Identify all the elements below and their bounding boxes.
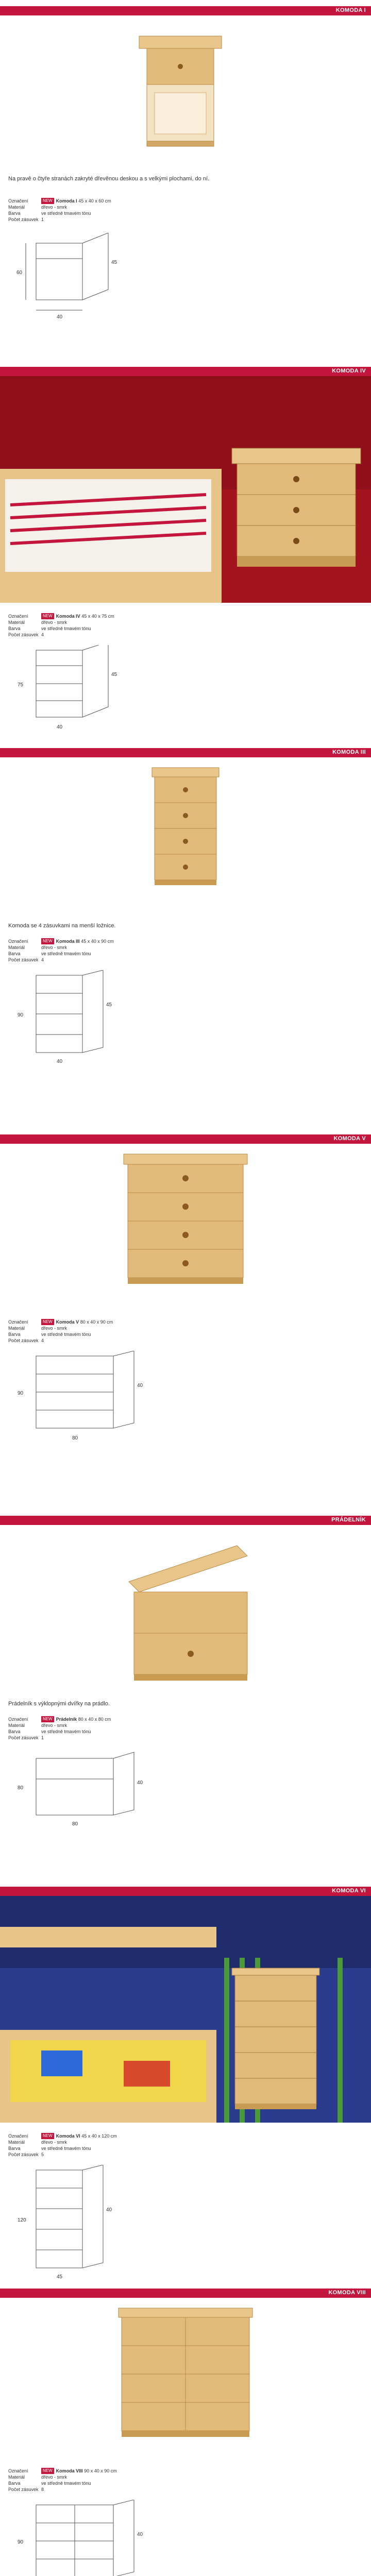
section-komoda-iv	[0, 367, 371, 748]
product-photo	[0, 2298, 371, 2452]
svg-text:40: 40	[137, 2532, 143, 2537]
product-photo	[0, 1896, 371, 2123]
section-komoda-viii	[0, 2289, 371, 2576]
section-header-bar	[0, 367, 371, 376]
svg-text:40: 40	[57, 724, 63, 730]
svg-text:80: 80	[72, 1821, 78, 1827]
technical-drawing	[15, 645, 149, 738]
new-badge: NEW	[41, 198, 54, 204]
product-specs: Označení NEW Komoda V 80 x 40 x 90 cm Materiál dřevo - smrk Barva ve středně tmavém tónu Počet zásuvek 4	[8, 1319, 113, 1343]
product-specs: Označení NEW Komoda VIII 90 x 40 x 90 cm Materiál dřevo - smrk Barva ve středně tmavém tónu Počet zásuvek 8	[8, 2468, 117, 2492]
dim-height: 60	[16, 270, 23, 276]
dim-depth: 45	[111, 260, 117, 265]
product-photo	[0, 1144, 371, 1303]
product-photo	[0, 1525, 371, 1690]
catalog-page	[0, 6, 371, 2576]
svg-text:80: 80	[72, 1435, 78, 1441]
product-specs: Označení NEW Komoda IV 45 x 40 x 75 cm Materiál dřevo - smrk Barva ve středně tmavém tónu Počet zásuvek 4	[8, 614, 114, 637]
section-komoda-i	[0, 6, 371, 367]
svg-text:75: 75	[18, 682, 24, 688]
product-photo	[0, 757, 371, 912]
section-komoda-iii: KOMODA III Komoda se 4 zásuvkami na menší ložnice. Označení NEW Komoda III 45 x 40 x 90 cm Materiál dřevo - smrk Barva ve středně tmavém tónu Počet zásuvek 4 40 90 45	[0, 748, 371, 1134]
svg-text:40: 40	[137, 1383, 143, 1388]
technical-drawing	[15, 2165, 149, 2283]
svg-text:90: 90	[18, 1391, 24, 1396]
product-specs: Označení NEW Prádelník 80 x 40 x 80 cm Materiál dřevo - smrk Barva ve středně tmavém tónu Počet zásuvek 1	[8, 1717, 111, 1740]
svg-text:45: 45	[111, 672, 117, 677]
technical-drawing	[15, 233, 149, 326]
section-header-bar: PRÁDELNÍK	[0, 1516, 371, 1525]
technical-drawing	[15, 1748, 170, 1831]
svg-text:40: 40	[106, 2207, 112, 2213]
product-specs: Označení NEW Komoda I 45 x 40 x 60 cm Materiál dřevo - smrk Barva ve středně tmavém tónu Počet zásuvek 1	[8, 198, 111, 222]
product-specs: Označení NEW Komoda VI 45 x 40 x 120 cm Materiál dřevo - smrk Barva ve středně tmavém tónu Počet zásuvek 5	[8, 2133, 117, 2157]
section-header-bar	[0, 6, 371, 15]
section-pradelnik: PRÁDELNÍK Prádelník s výklopnými dvířky na prádlo. Označení NEW Prádelník 80 x 40 x 80 cm Materiál dřevo - smrk Barva ve středně tmavém tónu Počet zásuvek 1 80 80 40	[0, 1516, 371, 1887]
svg-text:45: 45	[57, 2274, 63, 2280]
section-title: KOMODA IV	[332, 368, 366, 374]
section-komoda-v	[0, 1134, 371, 1516]
svg-text:80: 80	[18, 1785, 24, 1791]
product-specs: Označení NEW Komoda III 45 x 40 x 90 cm Materiál dřevo - smrk Barva ve středně tmavém tónu Počet zásuvek 4	[8, 939, 114, 962]
svg-text:120: 120	[18, 2217, 26, 2223]
svg-text:45: 45	[106, 1002, 112, 1008]
product-description: Na pravě o čtyře stranách zakryté dřevěnou deskou a s velkými plochami, do ní.	[8, 176, 210, 182]
technical-drawing	[15, 2500, 170, 2576]
section-header-bar: KOMODA V	[0, 1134, 371, 1144]
svg-text:90: 90	[18, 2539, 24, 2545]
section-header-bar: KOMODA III	[0, 748, 371, 757]
technical-drawing	[15, 970, 149, 1073]
technical-drawing	[15, 1351, 170, 1449]
section-header-bar: KOMODA VIII	[0, 2289, 371, 2298]
svg-text:40: 40	[137, 1780, 143, 1786]
section-title: KOMODA I	[335, 7, 366, 13]
dim-width: 40	[57, 314, 63, 320]
section-komoda-vi	[0, 1887, 371, 2289]
svg-text:90: 90	[18, 1012, 24, 1018]
product-photo	[0, 376, 371, 603]
section-header-bar: KOMODA VI	[0, 1887, 371, 1896]
product-photo	[0, 15, 371, 170]
svg-text:40: 40	[57, 1059, 63, 1064]
